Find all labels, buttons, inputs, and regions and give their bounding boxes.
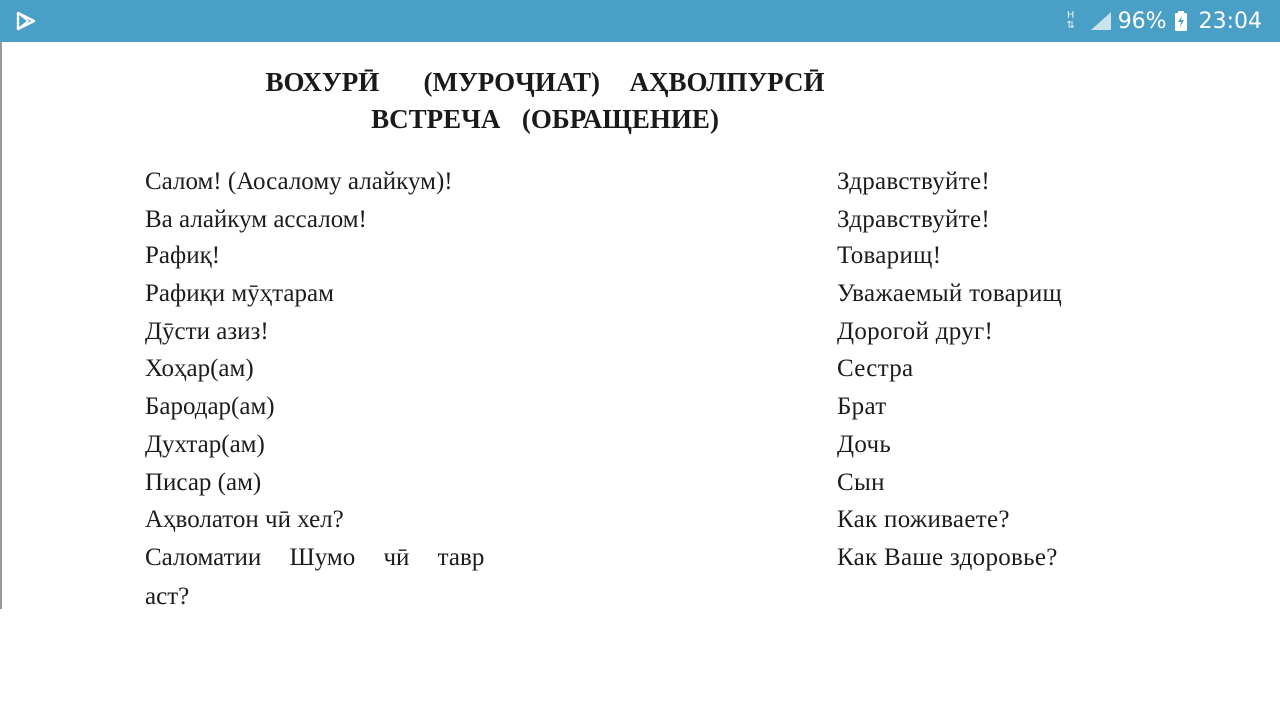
phrase-russian: Брат (837, 393, 887, 420)
status-bar (0, 0, 1280, 42)
clock: 23:04 (1198, 8, 1262, 34)
phrase-tajik: Аҳволатон чӣ хел? (145, 506, 344, 533)
network-type: H (1066, 10, 1075, 21)
phrase-russian: Сестра (837, 355, 914, 382)
battery-percent: 96% (1117, 8, 1167, 34)
phrase-russian: Здравствуйте! (837, 206, 990, 233)
phrase-tajik: Саломатии Шумо чӣ тавр (145, 544, 485, 571)
phrase-russian: Как Ваше здоровье? (837, 544, 1058, 571)
signal-icon (1090, 11, 1112, 31)
phrase-tajik: Рафиқи мӯҳтарам (145, 280, 334, 307)
phrase-tajik-continuation: аст? (145, 583, 190, 610)
status-icons (1064, 0, 1262, 42)
title-russian: ВСТРЕЧА (ОБРАЩЕНИЕ) (371, 104, 719, 134)
phrase-tajik: Бародар(ам) (145, 393, 275, 420)
phrase-tajik: Духтар(ам) (145, 431, 265, 458)
phrase-tajik: Ва алайкум ассалом! (145, 206, 367, 233)
network-activity-icon (1064, 10, 1078, 32)
phrase-tajik: Дӯсти азиз! (145, 318, 269, 345)
phrase-russian: Уважаемый товарищ (837, 280, 1063, 307)
phrase-tajik: Хоҳар(ам) (145, 355, 254, 382)
phrase-tajik: Писар (ам) (145, 469, 262, 496)
phrase-russian: Здравствуйте! (837, 168, 990, 195)
phrase-tajik: Рафиқ! (145, 242, 221, 269)
network-arrows-icon: ⇅ (1066, 20, 1075, 31)
battery-charging-icon (1175, 11, 1187, 31)
phrase-russian: Товарищ! (837, 242, 942, 269)
title-tajik: ВОХУРӢ (МУРОҶИАТ) АҲВОЛПУРСӢ (265, 67, 825, 97)
phrase-russian: Дорогой друг! (837, 318, 994, 345)
document-page (0, 42, 1280, 720)
phrase-tajik: Салом! (Аосалому алайкум)! (145, 168, 453, 195)
phrase-russian: Дочь (837, 431, 892, 458)
phrase-russian: Как поживаете? (837, 506, 1010, 533)
phrase-russian: Сын (837, 469, 885, 496)
page-edge-divider (0, 42, 2, 609)
play-store-icon (16, 11, 38, 31)
